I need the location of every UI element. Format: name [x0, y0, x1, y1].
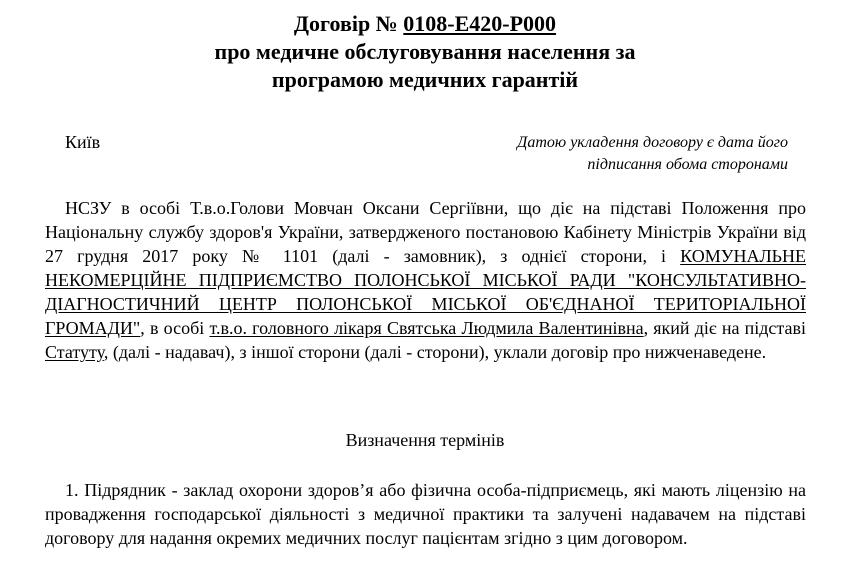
title-prefix: Договір № [293, 11, 404, 36]
contract-title [0, 10, 850, 38]
preamble-part-2: , в особі [140, 318, 210, 338]
date-note: Датою укладення договору є дата його підписання обома сторонами [517, 134, 788, 173]
contract-city: Київ [65, 132, 101, 152]
title-line-2: про медичне обслуговування населення за [214, 39, 636, 64]
section-heading: Визначення термінів [345, 430, 505, 450]
preamble-part-1: НСЗУ в особі Т.в.о.Голови Мовчан Оксани Сергіївни, що діє на підставі Положення про Національну службу здоров'я України, затвердженого постановою Кабінету Міністрів України від 27 грудня 2017 року № 1101 (далі - замовник), з однієї сторони, і [45, 198, 806, 266]
title-line-3: програмою медичних гарантій [271, 67, 579, 92]
preamble-part-3: , який діє на підставі [643, 318, 806, 338]
provider-name: КОМУНАЛЬНЕ НЕКОМЕРЦІЙНЕ ПІДПРИЄМСТВО ПОЛОНСЬКОЇ МІСЬКОЇ РАДИ "КОНСУЛЬТАТИВНО-ДІАГНОСТИЧНИЙ ЦЕНТР ПОЛОНСЬКОЇ МІСЬКОЇ ОБ'ЄДНАНОЇ ТЕРИТОРІАЛЬНОЇ ГРОМАДИ" [45, 246, 806, 338]
provider-representative: т.в.о. головного лікаря Святська Людмила Валентинівна [209, 318, 644, 338]
clause-1: 1. Підрядник - заклад охорони здоров’я або фізична особа-підприємець, які мають ліцензію на провадження господарської діяльності з медичної практики та залучені надавачем на підставі договору для надання окремих медичних послуг пацієнтам згідно з цим договором. [45, 480, 806, 548]
provider-basis: Статуту [45, 342, 104, 362]
preamble-part-4: , (далі - надавач), з іншої сторони (далі - сторони), уклали договір про нижченаведене. [103, 342, 767, 362]
preamble-paragraph [45, 196, 806, 364]
contract-number: 0108-Е420-Р000 [403, 11, 557, 36]
